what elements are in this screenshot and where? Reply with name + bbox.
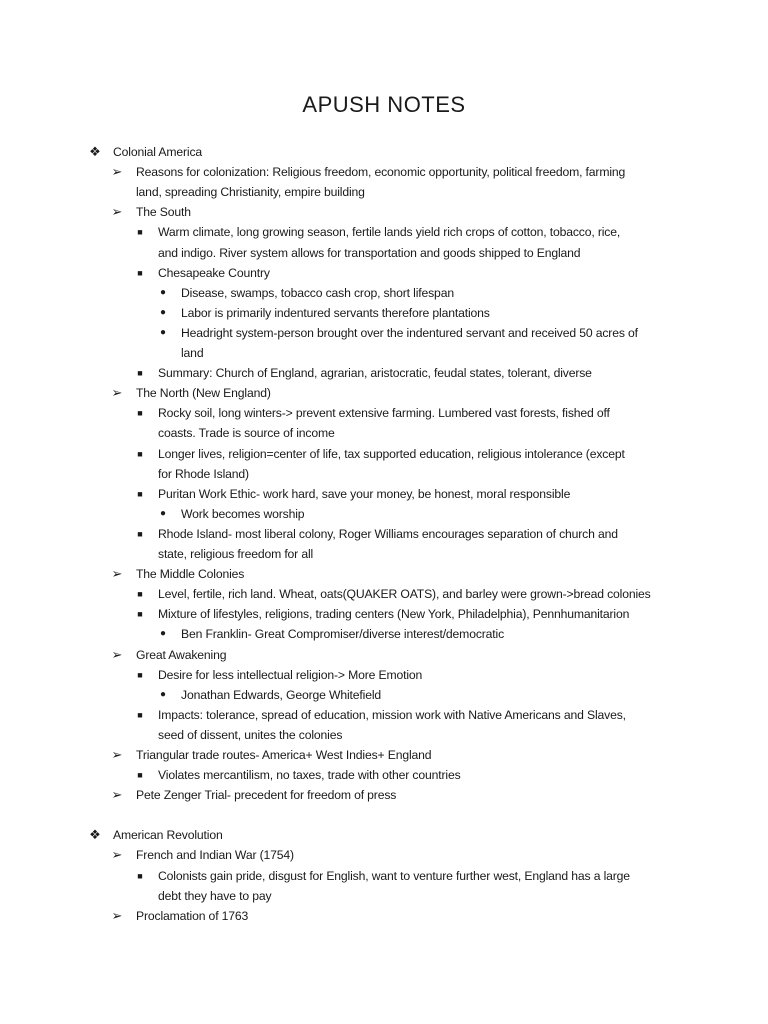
square-bullet-icon: ■: [137, 267, 143, 278]
dot-bullet-icon: ●: [159, 688, 167, 700]
arrow-bullet-icon: ➢: [111, 566, 123, 582]
note-line: Violates mercantilism, no taxes, trade with other countries: [158, 768, 461, 783]
note-line: Labor is primarily indentured servants therefore plantations: [181, 305, 490, 320]
note-line: Mixture of lifestyles, religions, trading centers (New York, Philadelphia), Pennhumanitarion: [158, 607, 630, 622]
dot-bullet-icon: ●: [159, 326, 167, 338]
dot-bullet-icon: ●: [159, 507, 167, 519]
note-line: Colonial America: [113, 145, 203, 159]
note-line: Level, fertile, rich land. Wheat, oats(QUAKER OATS), and barley were grown->bread colonies: [158, 587, 651, 602]
arrow-bullet-icon: ➢: [111, 747, 123, 762]
note-line: land: [181, 346, 204, 360]
square-bullet-icon: ■: [137, 528, 143, 539]
square-bullet-icon: ■: [137, 227, 143, 238]
square-bullet-icon: ■: [137, 770, 143, 781]
arrow-bullet-icon: ➢: [111, 787, 123, 803]
note-line: The South: [136, 205, 191, 220]
note-line: and indigo. River system allows for transportation and goods shipped to England: [158, 245, 581, 260]
note-line: Rocky soil, long winters-> prevent extensive farming. Lumbered vast forests, fished off: [158, 406, 610, 421]
note-line: French and Indian War (1754): [136, 848, 294, 863]
note-line: Longer lives, religion=center of life, tax supported education, religious intolerance (except: [158, 446, 625, 461]
note-line: Desire for less intellectual religion-> More Emotion: [158, 667, 423, 682]
dot-bullet-icon: ●: [159, 286, 167, 298]
note-line: Puritan Work Ethic- work hard, save your money, be honest, moral responsible: [158, 486, 571, 501]
dot-bullet-icon: ●: [159, 628, 167, 640]
diamond-bullet-icon: ❖: [89, 144, 101, 159]
square-bullet-icon: ■: [137, 408, 143, 419]
page-title: APUSH NOTES: [302, 92, 466, 117]
note-line: Rhode Island- most liberal colony, Roger Williams encourages separation of church and: [158, 526, 618, 541]
dot-bullet-icon: ●: [159, 306, 167, 318]
note-line: Triangular trade routes- America+ West Indies+ England: [136, 748, 432, 762]
note-line: Warm climate, long growing season, fertile lands yield rich crops of cotton, tobacco, rice,: [158, 225, 621, 240]
arrow-bullet-icon: ➢: [111, 646, 123, 662]
note-line: Great Awakening: [136, 647, 227, 662]
note-line: Jonathan Edwards, George Whitefield: [181, 687, 382, 702]
note-line: for Rhode Island): [158, 466, 249, 481]
note-line: Headright system-person brought over the indentured servant and received 50 acres of: [181, 325, 638, 340]
note-line: coasts. Trade is source of income: [158, 426, 335, 441]
square-bullet-icon: ■: [137, 589, 143, 600]
note-line: Chesapeake Country: [158, 265, 270, 280]
square-bullet-icon: ■: [137, 609, 143, 620]
note-line: seed of dissent, unites the colonies: [158, 727, 343, 742]
note-line: debt they have to pay: [158, 888, 272, 903]
square-bullet-icon: ■: [137, 669, 143, 680]
note-line: The Middle Colonies: [136, 567, 245, 582]
note-line: state, religious freedom for all: [158, 547, 314, 561]
note-line: Proclamation of 1763: [136, 908, 249, 923]
note-line: Work becomes worship: [181, 506, 305, 521]
arrow-bullet-icon: ➢: [111, 847, 123, 863]
note-line: The North (New England): [136, 386, 271, 401]
note-line: Summary: Church of England, agrarian, aristocratic, feudal states, tolerant, diverse: [158, 366, 592, 381]
diamond-bullet-icon: ❖: [89, 827, 101, 843]
square-bullet-icon: ■: [137, 448, 143, 459]
arrow-bullet-icon: ➢: [111, 385, 123, 401]
note-line: Pete Zenger Trial- precedent for freedom of press: [136, 788, 397, 803]
arrow-bullet-icon: ➢: [111, 204, 123, 220]
square-bullet-icon: ■: [137, 709, 143, 720]
note-line: Impacts: tolerance, spread of education, mission work with Native Americans and Slaves,: [158, 707, 626, 722]
note-line: Reasons for colonization: Religious freedom, economic opportunity, political freedom, farming: [136, 165, 626, 180]
arrow-bullet-icon: ➢: [111, 164, 123, 180]
note-line: Ben Franklin- Great Compromiser/diverse interest/democratic: [181, 627, 505, 642]
square-bullet-icon: ■: [137, 488, 143, 499]
note-line: land, spreading Christianity, empire building: [136, 185, 365, 200]
arrow-bullet-icon: ➢: [111, 907, 123, 923]
note-line: Colonists gain pride, disgust for English, want to venture further west, England has a large: [158, 868, 630, 883]
note-line: American Revolution: [113, 828, 223, 843]
square-bullet-icon: ■: [137, 870, 143, 881]
square-bullet-icon: ■: [137, 368, 143, 379]
note-line: Disease, swamps, tobacco cash crop, short lifespan: [181, 285, 454, 300]
